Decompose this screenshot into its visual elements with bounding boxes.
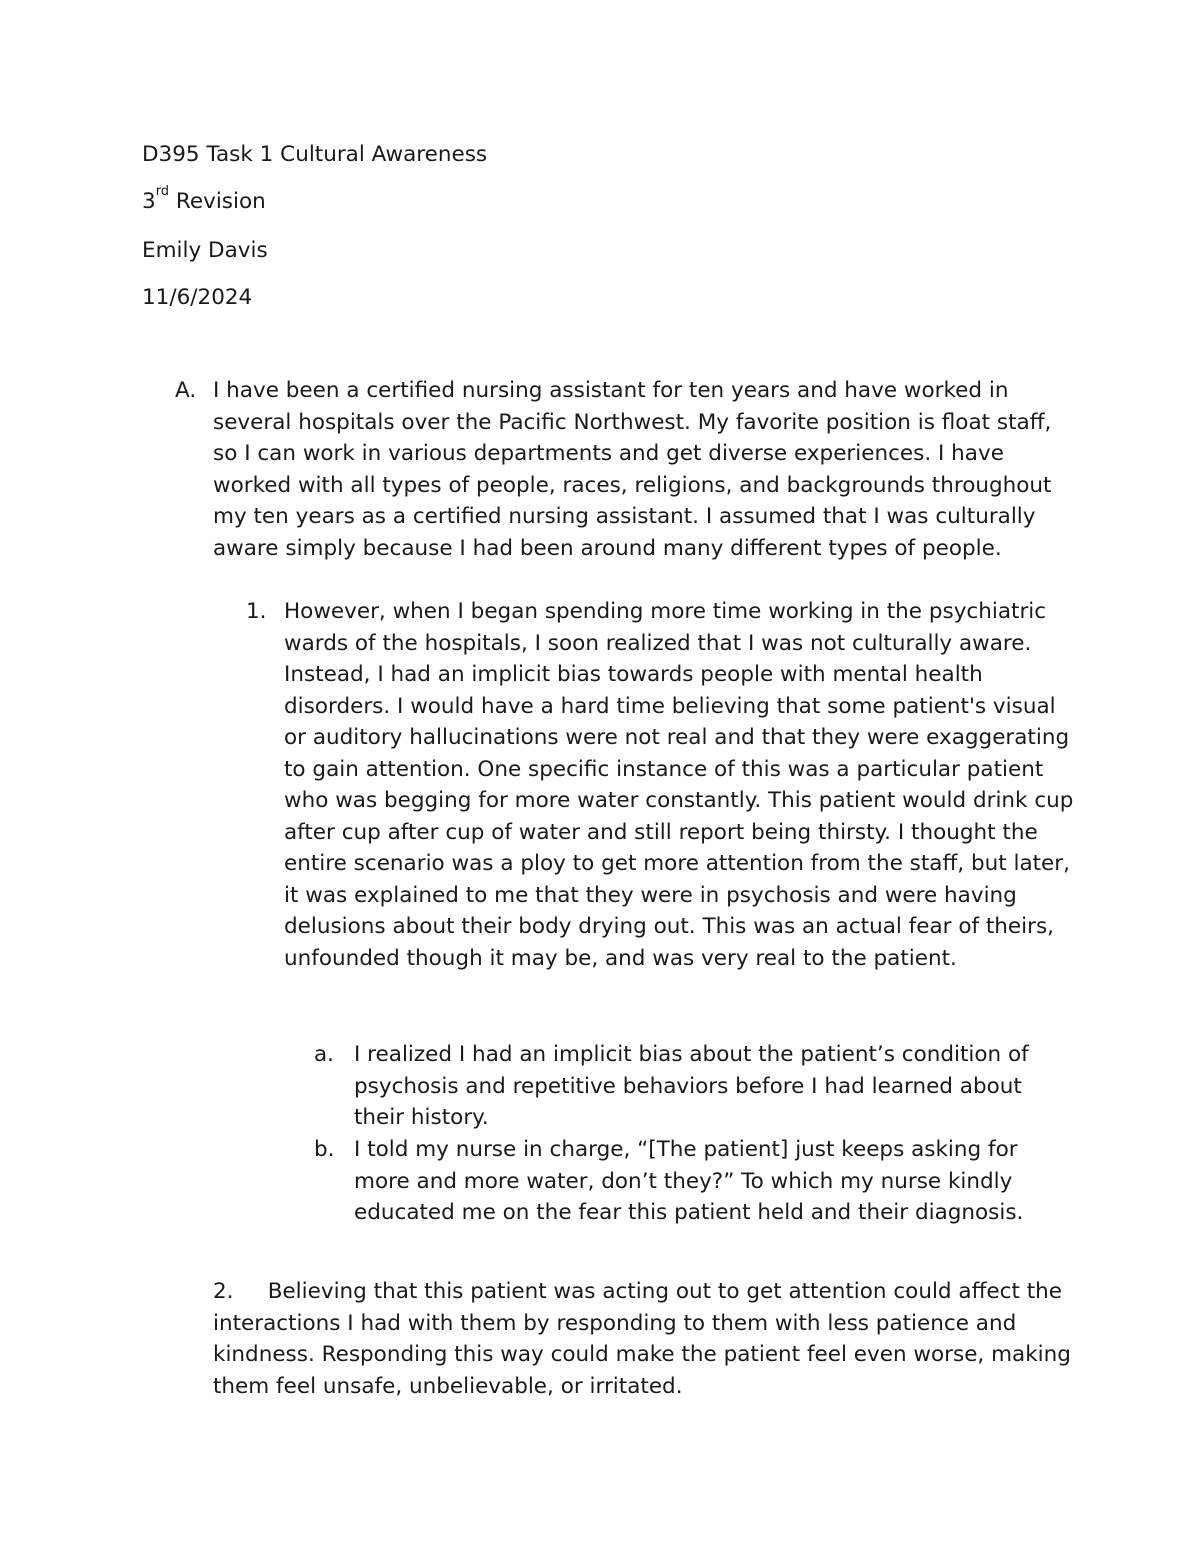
document-date: 11/6/2024 [142, 285, 253, 310]
list-item-2 [213, 1276, 1073, 1402]
list-item-sub-a [314, 1039, 1074, 1134]
list-marker: a. [314, 1042, 335, 1067]
revision-number: 3 [142, 189, 156, 214]
list-item-text: I told my nurse in charge, “[The patient] just keeps asking for more and more water, don’t they?” To which my nurse kindly educated me on the fear this patient held and their diagnosis. [354, 1137, 1024, 1225]
list-item-text: I have been a certified nursing assistant for ten years and have worked in several hospitals over the Pacific Northwest. My favorite position is float staff, so I can work in various departments and get diverse experiences. I have worked with all types of people, races, religions, and backgrounds throughout my ten years as a certified nursing assistant. I assumed that I was culturally aware simply because I had been around many different types of people. [213, 378, 1052, 561]
list-item-1 [246, 596, 1074, 974]
list-marker: 2. [213, 1279, 234, 1304]
revision-ordinal-suffix: rd [155, 184, 170, 199]
revision-word: Revision [169, 189, 266, 214]
revision-line [142, 184, 266, 217]
list-item-text: I realized I had an implicit bias about the patient’s condition of psychosis and repetitive behaviors before I had learned about their history. [354, 1042, 1029, 1130]
list-marker: A. [175, 378, 197, 403]
list-marker: 1. [246, 599, 267, 624]
list-item-a [175, 375, 1073, 564]
document-title: D395 Task 1 Cultural Awareness [142, 142, 488, 167]
tab-space [234, 1279, 268, 1304]
list-item-text: However, when I began spending more time working in the psychiatric wards of the hospitals, I soon realized that I was not culturally aware. Instead, I had an implicit bias towards people with mental health disorders. I would have a hard time believing that some patient's visual or auditory hallucinations were not real and that they were exaggerating to gain attention. One specific instance of this was a particular patient who was begging for more water constantly. This patient would drink cup after cup after cup of water and still report being thirsty. I thought the entire scenario was a ploy to get more attention from the staff, but later, it was explained to me that they were in psychosis and were having delusions about their body drying out. This was an actual fear of theirs, unfounded though it may be, and was very real to the patient. [284, 599, 1074, 971]
list-item-sub-b [314, 1134, 1074, 1229]
list-item-text: Believing that this patient was acting out to get attention could affect the interactions I had with them by responding to them with less patience and kindness. Responding this way could make the patient feel even worse, making them feel unsafe, unbelievable, or irritated. [213, 1279, 1071, 1399]
author-name: Emily Davis [142, 238, 268, 263]
list-marker: b. [314, 1137, 335, 1162]
